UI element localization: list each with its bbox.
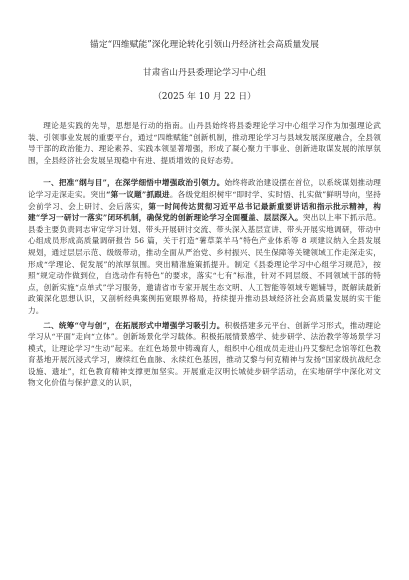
section-1-bold-1: “第一议题”抓跟进 xyxy=(106,189,170,199)
section-1-bold-2: 第一时间传达贯彻习近平总书记最新重要讲话和指示批示精神，构建“学习一研讨一落实”闭环机制，确保党的创新理论学习全面覆盖、层层深入。 xyxy=(28,201,381,223)
document-date: （2025 年 10 月 22 日） xyxy=(153,92,256,102)
section-1-text-2: 。各级党组织树牢“即时学、实时悟、扎实做”鲜明导向，坚持会前学习、会上研讨、会后落实， xyxy=(28,189,381,211)
section-1-text-3: 突出以上率下抓示范。县委主要负责同志审定学习计划、带头开展研讨交流、带头深入基层宣讲、带头开展实地调研，带动中心组成员形成高质量调研报告 56 篇，关于打造“薯草菜羊马”特色产业体系等 8 项建议纳入全县发展规划，通过层层示范、级级带动，推动全面从严治党、乡村振兴、民生保障等关键领域工作走深走实，形成“学理论、促发展”的浓厚氛围。突出精准施策抓提升。制定《县委理论学习中心组学习规范》，按照“规定动作做到位，自选动作有特色”的要求，落实“七有”标准，针对不同层级、不同领域干部的特点，创新实施“点单式”学习服务，邀请省市专家开展生态文明、人工智能等领域专题辅导，既解读最新政策深化思想认识，又剖析经典案例拓宽眼界格局，持续提升推动县域经济社会高质量发展的实干能力。 xyxy=(28,213,381,315)
section-2-heading: 二、统筹“守与创”，在拓展形式中增强学习吸引力。 xyxy=(43,320,225,330)
section-1-text-1: 始终将政治建设摆在首位，以系统谋划推动理论学习走深走实。突出 xyxy=(28,178,381,199)
document-title: 锚定“四维赋能”深化理论转化引领山丹经济社会高质量发展 xyxy=(90,40,319,50)
section-1-paragraph xyxy=(28,177,381,316)
section-2-body: 积极搭建多元平台、创新学习形式，推动理论学习从“平面”走向“立体”。创新场景化学习载体。积极拓展情景感学、徒步研学、法治教学等场景学习模式，让理论学习“生动”起来。在红色场景中铸魂育人，组织中心组成员走进山丹艾黎纪念馆等红色教育基地开展沉浸式学习，赓续红色血脉、永续红色基因，推动艾黎与何克精神与发扬“国家级抗战纪念设施、遗址”，红色教育精神支撑更加坚实。开展重走汉明长城徒步研学活动，在实地研学中深化对文物文化价值与保护意义的认识， xyxy=(28,320,381,388)
document-author: 甘肃省山丹县委理论学习中心组 xyxy=(142,68,267,78)
intro-paragraph: 理论是实践的先导，思想是行动的指南。山丹县始终将县委理论学习中心组学习作为加强理论武装、引领事业发展的重要平台，通过“四维赋能”创新机制，推动理论学习与县域发展深度融合，全县领导干部的政治能力、理论素养、实践本领显著增强，形成了凝心聚力干事业、创新进取谋发展的浓厚氛围，全县经济社会发展呈现稳中有进、提质增效的良好态势。 xyxy=(28,121,381,165)
section-2-paragraph xyxy=(28,320,381,390)
section-1-heading: 一、把准“纲与目”，在深学细悟中增强政治引领力。 xyxy=(43,178,225,188)
